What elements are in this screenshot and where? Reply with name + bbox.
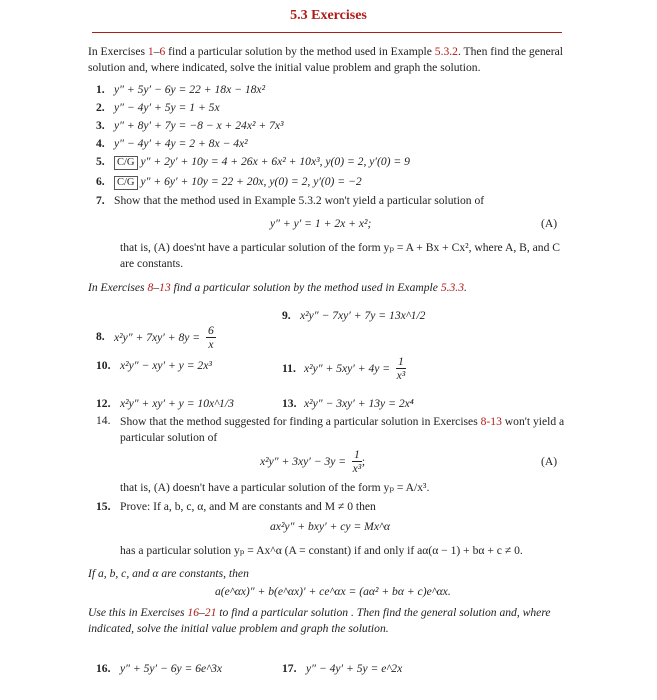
exercise-number: 11. [282, 362, 296, 375]
exercise-9 [282, 309, 425, 322]
equation-lhs: x²y″ + 3xy′ − 3y = [260, 455, 347, 468]
exercise-15-equation: ax²y″ + bxy′ + cy = Mx^α [270, 520, 390, 533]
fraction-numerator: 6 [208, 324, 214, 337]
exercise-equation: y″ − 4y′ + 5y = e^2x [306, 662, 403, 675]
exercise-text: Prove: If a, b, c, α, and M are constants and M ≠ 0 then [120, 500, 376, 513]
constants-note: If a, b, c, and α are constants, then [88, 567, 249, 580]
exercise-equation: x²y″ + xy′ + y = 10x^1/3 [120, 397, 234, 410]
intro-text-post: . Then find the general solution and, where indicated, solve the initial value problem and graph the solution. [88, 45, 564, 74]
fraction [206, 324, 216, 351]
computer-graphics-tag: C/G [114, 156, 138, 170]
exercise-equation: x²y″ − 7xy′ + 7y = 13x^1/2 [300, 309, 426, 322]
exercise-11 [282, 355, 406, 382]
exercise-equation: x²y″ − xy′ + y = 2x³ [120, 359, 212, 372]
equation-label-a: (A) [541, 217, 558, 230]
fraction-denominator: x³ [396, 369, 406, 382]
exercise-number: 10. [96, 359, 111, 372]
exercise-link-21[interactable]: 21 [204, 606, 217, 619]
exercise-number: 2. [96, 101, 105, 114]
exercise-equation: y″ + 5y′ − 6y = 6e^3x [120, 662, 223, 675]
intro-paragraph-3 [88, 605, 566, 637]
exercise-10 [96, 359, 212, 372]
exercise-number: 4. [96, 137, 105, 150]
example-link-5-3-2[interactable]: 5.3.2 [434, 45, 458, 58]
intro3-text: Use this in Exercises [88, 606, 188, 619]
exercise-13 [282, 397, 414, 410]
exercise-number: 3. [96, 119, 105, 132]
exercise-link-8-13[interactable]: 8-13 [480, 415, 502, 428]
intro3-dash: – [198, 606, 205, 619]
exercise-link-13[interactable]: 13 [159, 281, 171, 294]
exercise-link-6[interactable]: 6 [159, 45, 166, 58]
fraction-numerator: 1 [398, 355, 404, 368]
intro2-dash: – [153, 281, 160, 294]
exercise-14-number: 14. [96, 414, 111, 427]
exercise-15 [96, 500, 376, 513]
exercise-12 [96, 397, 234, 410]
intro3-text-post: to find a particular solution . Then find the general solution and, where indicated, solve the initial value problem and graph the solution. [88, 606, 551, 635]
exercise-1 [96, 83, 265, 96]
intro2-text: In Exercises [88, 281, 148, 294]
fraction [352, 448, 362, 475]
exercise-link-8[interactable]: 8 [147, 281, 154, 294]
exercise-7-equation: y″ + y′ = 1 + 2x + x²; [270, 217, 372, 230]
exercise-15-note: has a particular solution yₚ = Ax^α (A = constant) if and only if aα(α − 1) + bα + c ≠ 0. [120, 544, 523, 557]
exercise-link-16[interactable]: 16 [187, 606, 199, 619]
exercise-16 [96, 662, 222, 675]
exercise-equation: y″ + 5y′ − 6y = 22 + 18x − 18x² [114, 83, 266, 96]
exercise-link-1[interactable]: 1 [147, 45, 154, 58]
equation-label-a: (A) [541, 455, 558, 468]
exercise-number: 17. [282, 662, 297, 675]
exercise-5 [96, 155, 410, 170]
fraction-denominator: x³ [352, 462, 362, 475]
exercise-3 [96, 119, 284, 132]
exercise-equation: y″ + 2y′ + 10y = 4 + 26x + 6x² + 10x³, y(0) = 2, y′(0) = 9 [140, 155, 410, 168]
exercise-2 [96, 101, 220, 114]
exercise-equation: y″ + 8y′ + 7y = −8 − x + 24x² + 7x³ [114, 119, 284, 132]
constants-equation: a(e^αx)″ + b(e^αx)′ + ce^αx = (aα² + bα + c)e^αx. [215, 585, 451, 598]
exercise-8 [96, 324, 216, 351]
exercise-14-equation [260, 448, 365, 475]
exercise-number: 6. [96, 175, 105, 188]
exercise-number: 15. [96, 500, 111, 513]
computer-graphics-tag: C/G [114, 176, 138, 190]
intro2-text-mid: find a particular solution by the method used in Example [170, 281, 441, 294]
exercise-14-note: that is, (A) doesn't have a particular solution of the form yₚ = A/x³. [120, 481, 430, 494]
exercise-4 [96, 137, 248, 150]
intro-paragraph-2 [88, 280, 566, 296]
exercise-number: 16. [96, 662, 111, 675]
fraction [396, 355, 406, 382]
exercise-7-note: that is, (A) does'nt have a particular solution of the form yₚ = A + Bx + Cx², where A, B, and C are constants. [120, 241, 561, 270]
intro2-text-post: . [464, 281, 467, 294]
intro-dash: – [153, 45, 160, 58]
exercise-14-text-a: Show that the method suggested for finding a particular solution in Exercises [120, 415, 481, 428]
exercise-number: 13. [282, 397, 297, 410]
exercise-14-text-b: won't yield a particular solution of [120, 415, 565, 444]
equation-tail: ; [361, 455, 366, 468]
section-title: 5.3 Exercises [290, 8, 367, 23]
exercise-number: 12. [96, 397, 111, 410]
exercise-17 [282, 662, 402, 675]
fraction-numerator: 1 [354, 448, 360, 461]
fraction-denominator: x [208, 338, 214, 351]
exercise-text: Show that the method used in Example 5.3.2 won't yield a particular solution of [114, 194, 485, 207]
exercise-number: 5. [96, 155, 105, 168]
exercise-equation: y″ − 4y′ + 4y = 2 + 8x − 4x² [114, 137, 248, 150]
exercise-14-text [120, 414, 566, 446]
exercise-number: 7. [96, 194, 105, 207]
intro-paragraph [88, 44, 566, 76]
intro-text: In Exercises [88, 45, 148, 58]
title-divider [92, 32, 562, 33]
exercise-equation: x²y″ + 5xy′ + 4y = [304, 362, 391, 375]
example-link-5-3-3[interactable]: 5.3.3 [440, 281, 464, 294]
exercise-equation: x²y″ − 3xy′ + 13y = 2x⁴ [304, 397, 414, 410]
exercise-number: 8. [96, 330, 105, 344]
exercise-number: 1. [96, 83, 105, 96]
exercise-equation: y″ − 4y′ + 5y = 1 + 5x [114, 101, 220, 114]
exercise-equation: y″ + 6y′ + 10y = 22 + 20x, y(0) = 2, y′(0) = −2 [140, 175, 362, 188]
intro-text-mid: find a particular solution by the method used in Example [165, 45, 435, 58]
exercise-number: 9. [282, 309, 291, 322]
exercise-equation: x²y″ + 7xy′ + 8y = [114, 331, 201, 344]
exercise-7 [96, 194, 484, 207]
exercise-6 [96, 175, 362, 190]
